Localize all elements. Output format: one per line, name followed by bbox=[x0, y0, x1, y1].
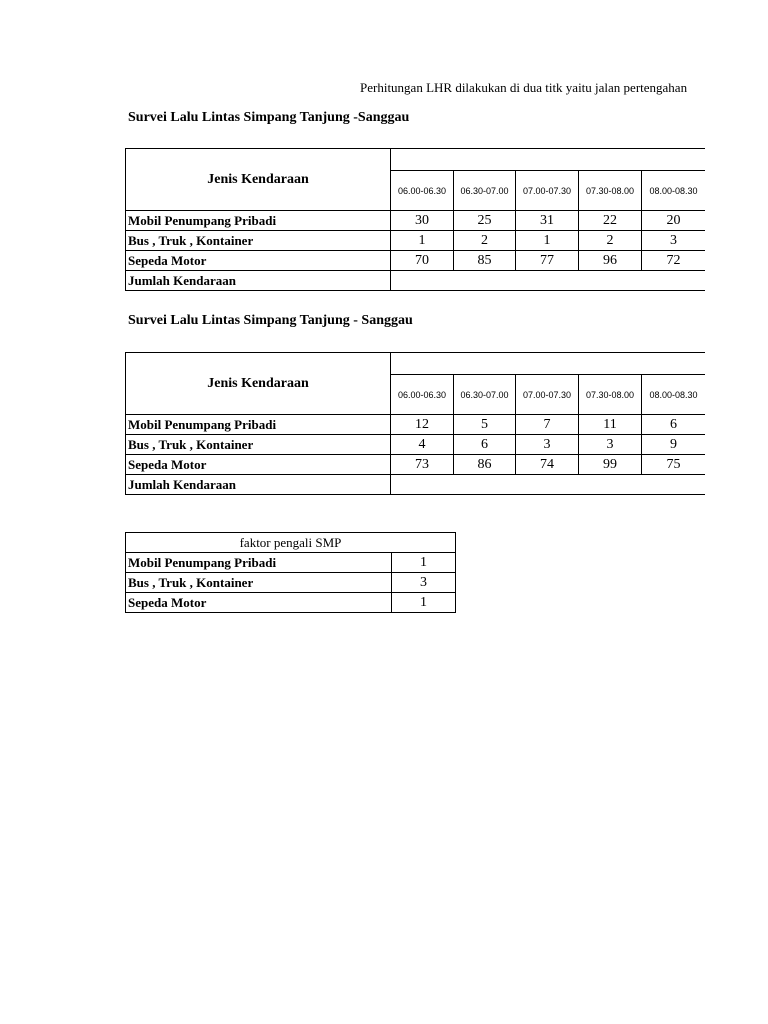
vehicle-label: Mobil Penumpang Pribadi bbox=[126, 553, 392, 573]
total-empty bbox=[391, 271, 706, 291]
time-slot-header: 08.00-08.30 bbox=[642, 375, 706, 415]
table-row bbox=[126, 415, 706, 435]
intro-text: Perhitungan LHR dilakukan di dua titk yaitu jalan pertengahan bbox=[360, 80, 688, 95]
count-cell: 25 bbox=[454, 211, 516, 231]
survey-table-2 bbox=[125, 352, 705, 495]
time-group-header bbox=[391, 149, 706, 171]
count-cell: 74 bbox=[516, 455, 579, 475]
count-cell: 3 bbox=[579, 435, 642, 455]
survey-table-1-container bbox=[125, 148, 705, 291]
time-slot-header: 06.30-07.00 bbox=[454, 375, 516, 415]
factor-table-title: faktor pengali SMP bbox=[126, 533, 456, 553]
total-label: Jumlah Kendaraan bbox=[126, 271, 391, 291]
table-row bbox=[126, 455, 706, 475]
count-cell: 3 bbox=[642, 231, 706, 251]
count-cell: 31 bbox=[516, 211, 579, 231]
count-cell: 2 bbox=[454, 231, 516, 251]
total-row bbox=[126, 271, 706, 291]
total-label: Jumlah Kendaraan bbox=[126, 475, 391, 495]
count-cell: 86 bbox=[454, 455, 516, 475]
count-cell: 70 bbox=[391, 251, 454, 271]
count-cell: 22 bbox=[579, 211, 642, 231]
time-slot-header: 06.00-06.30 bbox=[391, 375, 454, 415]
factor-table bbox=[125, 532, 456, 613]
count-cell: 96 bbox=[579, 251, 642, 271]
time-slot-header: 07.30-08.00 bbox=[579, 171, 642, 211]
count-cell: 3 bbox=[516, 435, 579, 455]
factor-value: 1 bbox=[392, 593, 456, 613]
factor-value: 3 bbox=[392, 573, 456, 593]
count-cell: 6 bbox=[454, 435, 516, 455]
vehicle-label: Mobil Penumpang Pribadi bbox=[126, 415, 391, 435]
survey-title-2: Survei Lalu Lintas Simpang Tanjung - Sanggau bbox=[128, 313, 413, 328]
count-cell: 2 bbox=[579, 231, 642, 251]
table-row bbox=[126, 573, 456, 593]
table-row bbox=[126, 435, 706, 455]
count-cell: 85 bbox=[454, 251, 516, 271]
jenis-kendaraan-header: Jenis Kendaraan bbox=[126, 149, 391, 211]
count-cell: 9 bbox=[642, 435, 706, 455]
time-slot-header: 07.00-07.30 bbox=[516, 171, 579, 211]
count-cell: 72 bbox=[642, 251, 706, 271]
total-empty bbox=[391, 475, 706, 495]
count-cell: 30 bbox=[391, 211, 454, 231]
jenis-kendaraan-header: Jenis Kendaraan bbox=[126, 353, 391, 415]
count-cell: 7 bbox=[516, 415, 579, 435]
vehicle-label: Bus , Truk , Kontainer bbox=[126, 573, 392, 593]
vehicle-label: Bus , Truk , Kontainer bbox=[126, 435, 391, 455]
total-row bbox=[126, 475, 706, 495]
count-cell: 12 bbox=[391, 415, 454, 435]
factor-value: 1 bbox=[392, 553, 456, 573]
table-row bbox=[126, 251, 706, 271]
survey-table-1 bbox=[125, 148, 705, 291]
count-cell: 75 bbox=[642, 455, 706, 475]
time-slot-header: 08.00-08.30 bbox=[642, 171, 706, 211]
vehicle-label: Bus , Truk , Kontainer bbox=[126, 231, 391, 251]
count-cell: 99 bbox=[579, 455, 642, 475]
count-cell: 11 bbox=[579, 415, 642, 435]
vehicle-label: Sepeda Motor bbox=[126, 593, 392, 613]
time-slot-header: 07.30-08.00 bbox=[579, 375, 642, 415]
survey-table-2-container bbox=[125, 352, 705, 495]
vehicle-label: Mobil Penumpang Pribadi bbox=[126, 211, 391, 231]
factor-table-container bbox=[125, 532, 456, 613]
vehicle-label: Sepeda Motor bbox=[126, 455, 391, 475]
count-cell: 6 bbox=[642, 415, 706, 435]
count-cell: 5 bbox=[454, 415, 516, 435]
table-row bbox=[126, 593, 456, 613]
vehicle-label: Sepeda Motor bbox=[126, 251, 391, 271]
time-slot-header: 07.00-07.30 bbox=[516, 375, 579, 415]
count-cell: 20 bbox=[642, 211, 706, 231]
count-cell: 1 bbox=[391, 231, 454, 251]
table-row bbox=[126, 553, 456, 573]
table-row bbox=[126, 231, 706, 251]
count-cell: 77 bbox=[516, 251, 579, 271]
time-slot-header: 06.30-07.00 bbox=[454, 171, 516, 211]
count-cell: 4 bbox=[391, 435, 454, 455]
time-slot-header: 06.00-06.30 bbox=[391, 171, 454, 211]
table-row bbox=[126, 211, 706, 231]
time-group-header bbox=[391, 353, 706, 375]
survey-title-1: Survei Lalu Lintas Simpang Tanjung -Sanggau bbox=[128, 110, 410, 125]
count-cell: 73 bbox=[391, 455, 454, 475]
count-cell: 1 bbox=[516, 231, 579, 251]
